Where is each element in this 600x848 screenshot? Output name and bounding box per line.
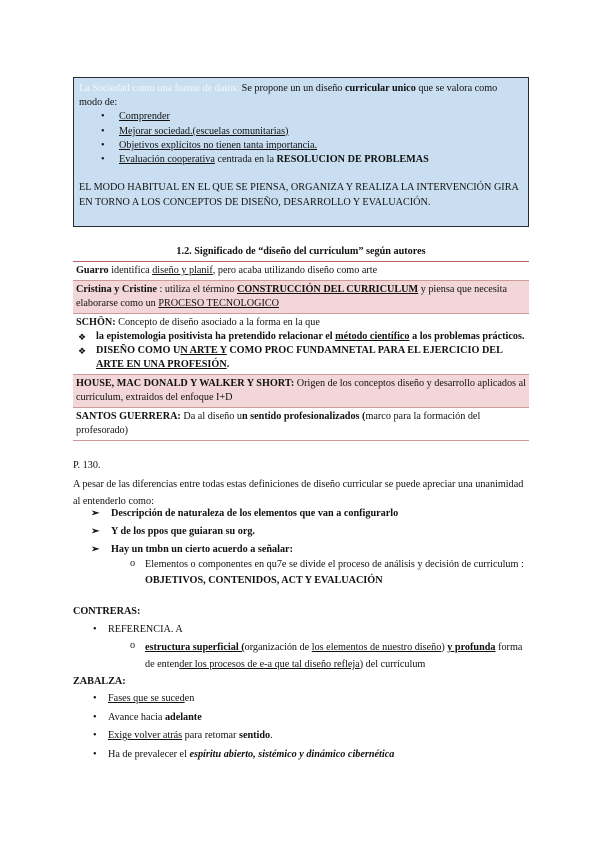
list-item: ➢ Y de los ppos que guiaran su org. [91,523,398,541]
table-row: Cristina y Cristine : utiliza el término CONSTRUCCIÓN DEL CURRICULUM y piensa que necesita elaborarse como un PROCESO TECNOLOGICO [73,281,529,314]
contreras-ref: REFERENCIA. A [108,624,183,635]
table-row: Guarro identifica diseño y planif, pero acaba utilizando diseño como arte [73,262,529,281]
circle-bullet-icon: o [130,640,136,651]
table-row: HOUSE, MAC DONALD Y WALKER Y SHORT: Origen de los conceptos diseño y desarrollo aplicados al curriculum, extraidos del enfoque I+D [73,375,529,408]
bullet-icon: • [93,693,97,704]
p130-subitem: Elementos o componentes en qu7e se divide el proceso de análisis y decisión de curriculum : OBJETIVOS, CONTENIDOS, ACT Y EVALUACIÓN [145,559,524,586]
summary-box [73,77,529,227]
list-item: • Exige volver atrás para retomar sentido. [93,727,394,746]
bullet-icon: • [93,711,97,723]
list-item: ❖ DISEÑO COMO UN ARTE Y COMO PROC FUNDAMNETAL PARA EL EJERCICIO DEL ARTE EN UNA PROFESIÓN. [78,345,503,370]
table-title-row [73,243,529,262]
list-item: • Objetivos explícitos no tienen tanta importancia. [119,139,523,153]
box-list [79,110,523,167]
list-item: ➢ Hay un tmbn un cierto acuerdo a señalar: [91,541,398,559]
bullet-icon: • [93,748,97,760]
contreras-heading: CONTRERAS: [73,606,141,617]
list-item: • Comprender [119,110,523,124]
list-item: • Evaluación cooperativa centrada en la RESOLUCION DE PROBLEMAS [119,153,523,167]
zabalza-heading: ZABALZA: [73,676,126,687]
list-item: • Mejorar sociedad.(escuelas comunitarias) [119,125,523,139]
list-item: ➢ Descripción de naturaleza de los elementos que van a configurarlo [91,505,398,523]
p130-text: A pesar de las diferencias entre todas estas definiciones de diseño curricular se puede apreciar una unanimidad al entenderlo como: [73,479,524,507]
authors-table [73,243,529,441]
page-ref: P. 130. [73,460,101,471]
table-title: 1.2. Significado de “diseño del currículum” según autores [73,243,529,262]
p130-section [73,458,529,510]
box-caps-paragraph: EL MODO HABITUAL EN EL QUE SE PIENSA, ORGANIZA Y REALIZA LA INTERVENCIÓN GIRA EN TORNO A LOS CONCEPTOS DE DISEÑO, DESARROLLO Y EVALUACIÓN. [79,182,519,208]
contreras-subitem: estructura superficial (organización de los elementos de nuestro diseño) y profunda forma de entender los procesos de e-a que tal diseño refleja) del currículum [145,642,523,670]
diamond-bullet-icon: ❖ [78,346,87,356]
list-item: ❖ la epistemologia positivista ha pretendido relacionar el método científico a los problemas prácticos. [78,331,525,342]
table-row: SCHÖN: Concepto de diseño asociado a la forma en la que ❖ la epistemologia positivista ha pretendido relacionar el método científico a los problemas prácticos. ❖ DISEÑO COMO UN ARTE Y COMO PROC FUNDAMNETAL PARA EL EJERCICIO DEL ARTE EN UNA PROFESIÓN. [73,314,529,375]
arrow-list [91,505,398,559]
circle-bullet-icon: o [130,558,136,569]
list-item: • Avance hacia adelante [93,709,394,728]
bullet-icon: • [93,730,97,741]
diamond-bullet-icon: ❖ [78,332,87,342]
zabalza-list [93,690,394,764]
arrow-bullet-icon: ➢ [91,508,100,519]
bullet-icon: • [93,624,97,635]
box-lead: La Sociedad como una fuente de datos: [79,83,240,94]
list-item: • Fases que se suceden [93,690,394,709]
list-item: • Ha de prevalecer el espíritu abierto, sistémico y dinámico cibernética [93,746,394,765]
arrow-bullet-icon: ➢ [91,544,100,555]
arrow-bullet-icon: ➢ [91,526,100,537]
table-row: SANTOS GUERRERA: Da al diseño un sentido profesionalizados (marco para la formación del profesorado) [73,408,529,441]
box-intro: La Sociedad como una fuente de datos: Se propone un un diseño curricular unico que se valora como modo de: [79,83,498,109]
